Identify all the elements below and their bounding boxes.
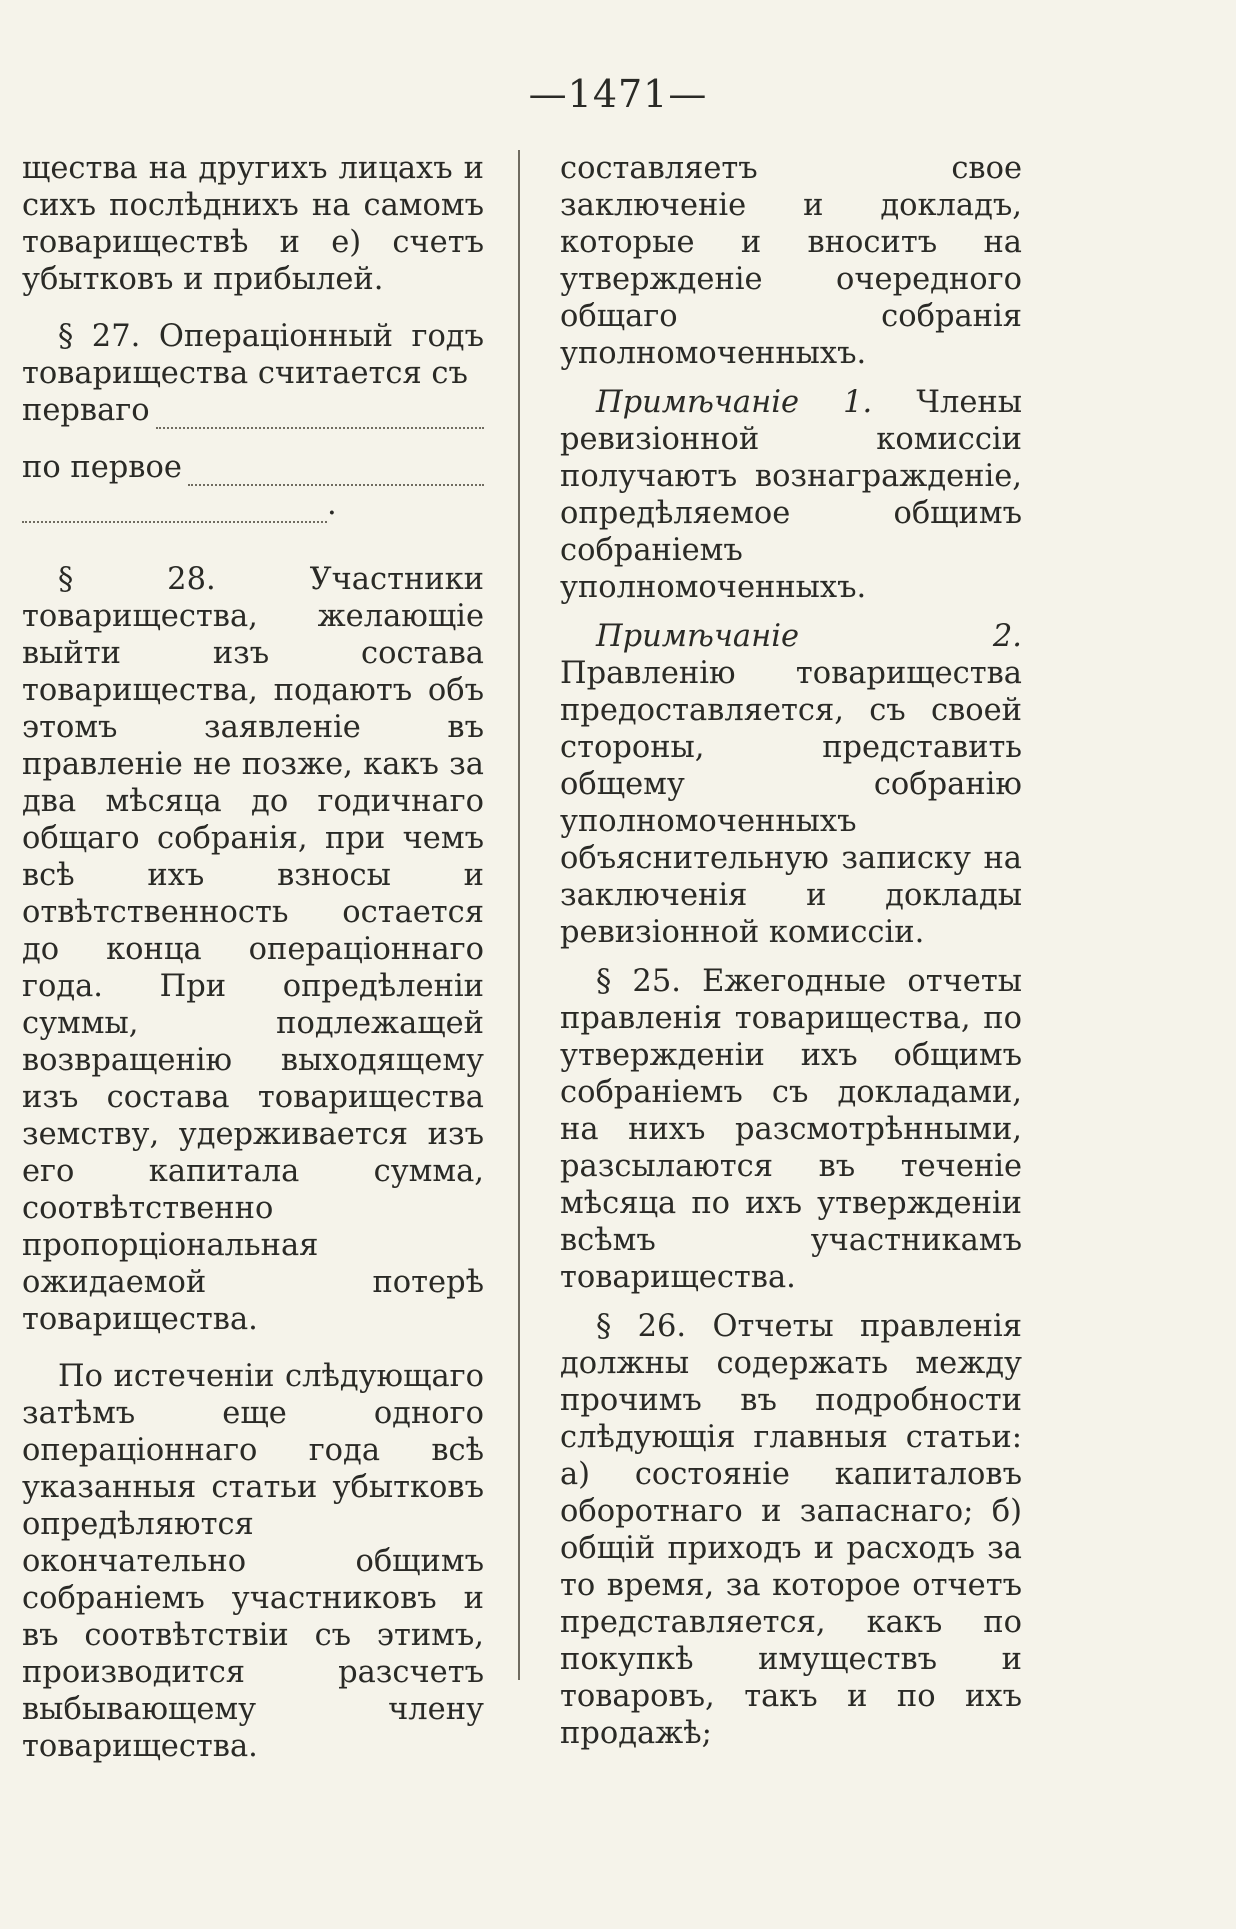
note-1-label: Примѣчаніе 1.	[596, 385, 873, 420]
paragraph-28-continuation: По истеченіи слѣдующаго затѣмъ еще одного операціоннаго года всѣ указанныя статьи убытковъ опредѣляются окончательно общимъ собраніемъ участниковъ и въ соотвѣтствіи съ этимъ, производится разсчетъ выбывающему члену товарищества.	[22, 1359, 484, 1764]
paragraph-25: § 25. Ежегодные отчеты правленія товарищества, по утвержденіи ихъ общимъ собраніемъ съ докладами, на нихъ разсмотрѣнными, разсылаются въ теченіе мѣсяца по ихъ утвержденіи всѣмъ участникамъ товарищества.	[560, 964, 1022, 1295]
label-pervago: перваго	[22, 393, 150, 428]
note-1-text: Члены ревизіонной комиссіи получаютъ вознагражденіе, опредѣляемое общимъ собраніемъ уполномоченныхъ.	[560, 385, 1022, 605]
note-2	[560, 618, 1022, 951]
note-1	[560, 384, 1022, 606]
note-2-text: Правленію товарищества предоставляется, съ своей стороны, представить общему собранію уполномоченныхъ объяснительную записку на заключенія и доклады ревизіонной комиссіи.	[560, 656, 1022, 950]
left-column	[22, 150, 484, 1765]
column-divider	[518, 150, 520, 1680]
right-column	[560, 150, 1022, 1752]
blank-line	[22, 505, 327, 523]
paragraph-27: § 27. Операціонный годъ товарищества считается съ	[22, 319, 484, 391]
paragraph-continuation: составляетъ свое заключеніе и докладъ, которые и вноситъ на утвержденіе очередного общаго собранія уполномоченныхъ.	[560, 151, 1022, 371]
page-number: —1471—	[528, 72, 708, 116]
blank-line	[188, 460, 484, 486]
note-2-label: Примѣчаніе 2.	[596, 619, 1022, 654]
paragraph-28: § 28. Участники товарищества, желающіе выйти изъ состава товарищества, подаютъ объ этомъ заявленіе въ правленіе не позже, какъ за два мѣсяца до годичнаго общаго собранія, при чемъ всѣ ихъ взносы и отвѣтственность остается до конца операціоннаго года. При опредѣленіи суммы, подлежащей возвращенію выходящему изъ состава товарищества земству, удерживается изъ его капитала сумма, соотвѣтственно пропорціональная ожидаемой потерѣ товарищества.	[22, 562, 484, 1337]
paragraph-continuation: щества на другихъ лицахъ и сихъ послѣднихъ на самомъ товариществѣ и е) счетъ убытковъ и прибылей.	[22, 151, 484, 297]
blank-line	[156, 403, 484, 429]
period: .	[327, 487, 337, 522]
paragraph-26: § 26. Отчеты правленія должны содержать между прочимъ въ подробности слѣдующія главныя статьи: а) состояніе капиталовъ оборотнаго и запаснаго; б) общій приходъ и расходъ за то время, за которое отчетъ представляется, какъ по покупкѣ имуществъ и товаровъ, такъ и по ихъ продажѣ;	[560, 1309, 1022, 1751]
fill-line-end	[22, 486, 484, 523]
label-po-pervoe: по первое	[22, 450, 182, 485]
fill-line-from	[22, 392, 484, 429]
fill-line-to	[22, 449, 484, 486]
